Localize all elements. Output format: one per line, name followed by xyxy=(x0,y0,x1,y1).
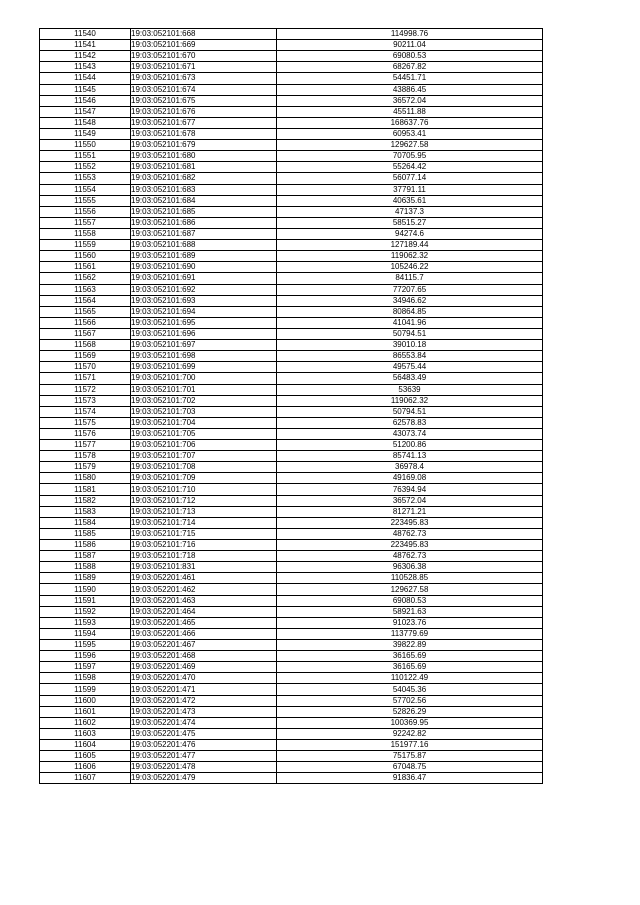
row-number-cell: 11595 xyxy=(40,640,131,651)
cadastral-number-cell: 19:03:052101:687 xyxy=(131,228,277,239)
amount-cell: 69080.53 xyxy=(277,595,543,606)
cadastral-number-cell: 19:03:052101:700 xyxy=(131,373,277,384)
table-row xyxy=(40,295,543,306)
cadastral-number-cell: 19:03:052101:681 xyxy=(131,162,277,173)
cadastral-number-cell: 19:03:052101:676 xyxy=(131,106,277,117)
cadastral-number-cell: 19:03:052101:674 xyxy=(131,84,277,95)
cadastral-number-cell: 19:03:052101:677 xyxy=(131,117,277,128)
amount-cell: 113779.69 xyxy=(277,628,543,639)
table-row xyxy=(40,173,543,184)
row-number-cell: 11599 xyxy=(40,684,131,695)
amount-cell: 90211.04 xyxy=(277,40,543,51)
amount-cell: 119062.32 xyxy=(277,395,543,406)
cadastral-number-cell: 19:03:052101:673 xyxy=(131,73,277,84)
table-row xyxy=(40,217,543,228)
cadastral-number-cell: 19:03:052101:705 xyxy=(131,428,277,439)
amount-cell: 110122.49 xyxy=(277,673,543,684)
amount-cell: 75175.87 xyxy=(277,751,543,762)
amount-cell: 36165.69 xyxy=(277,651,543,662)
table-row xyxy=(40,440,543,451)
amount-cell: 57702.56 xyxy=(277,695,543,706)
amount-cell: 86553.84 xyxy=(277,351,543,362)
row-number-cell: 11605 xyxy=(40,751,131,762)
cadastral-number-cell: 19:03:052101:698 xyxy=(131,351,277,362)
amount-cell: 67048.75 xyxy=(277,762,543,773)
cadastral-number-cell: 19:03:052101:715 xyxy=(131,528,277,539)
cadastral-number-cell: 19:03:052101:831 xyxy=(131,562,277,573)
cadastral-number-cell: 19:03:052101:682 xyxy=(131,173,277,184)
amount-cell: 51200.86 xyxy=(277,440,543,451)
amount-cell: 36572.04 xyxy=(277,95,543,106)
table-row xyxy=(40,84,543,95)
amount-cell: 168637.76 xyxy=(277,117,543,128)
cadastral-number-cell: 19:03:052201:466 xyxy=(131,628,277,639)
cadastral-number-cell: 19:03:052101:701 xyxy=(131,384,277,395)
amount-cell: 223495.83 xyxy=(277,517,543,528)
cadastral-value-table xyxy=(39,28,543,784)
amount-cell: 80864.85 xyxy=(277,306,543,317)
row-number-cell: 11546 xyxy=(40,95,131,106)
table-row xyxy=(40,528,543,539)
row-number-cell: 11567 xyxy=(40,328,131,339)
row-number-cell: 11598 xyxy=(40,673,131,684)
table-row xyxy=(40,584,543,595)
table-row xyxy=(40,428,543,439)
table-row xyxy=(40,706,543,717)
row-number-cell: 11554 xyxy=(40,184,131,195)
row-number-cell: 11590 xyxy=(40,584,131,595)
cadastral-number-cell: 19:03:052101:714 xyxy=(131,517,277,528)
table-row xyxy=(40,195,543,206)
table-row xyxy=(40,673,543,684)
table-row xyxy=(40,473,543,484)
row-number-cell: 11558 xyxy=(40,228,131,239)
amount-cell: 36978.4 xyxy=(277,462,543,473)
row-number-cell: 11601 xyxy=(40,706,131,717)
row-number-cell: 11583 xyxy=(40,506,131,517)
row-number-cell: 11580 xyxy=(40,473,131,484)
table-row xyxy=(40,606,543,617)
amount-cell: 36165.69 xyxy=(277,662,543,673)
amount-cell: 58921.63 xyxy=(277,606,543,617)
cadastral-number-cell: 19:03:052101:702 xyxy=(131,395,277,406)
amount-cell: 92242.82 xyxy=(277,728,543,739)
amount-cell: 127189.44 xyxy=(277,240,543,251)
row-number-cell: 11541 xyxy=(40,40,131,51)
row-number-cell: 11591 xyxy=(40,595,131,606)
row-number-cell: 11597 xyxy=(40,662,131,673)
amount-cell: 39822.89 xyxy=(277,640,543,651)
table-row xyxy=(40,395,543,406)
row-number-cell: 11579 xyxy=(40,462,131,473)
table-row xyxy=(40,384,543,395)
cadastral-number-cell: 19:03:052201:476 xyxy=(131,740,277,751)
table-row xyxy=(40,462,543,473)
cadastral-number-cell: 19:03:052201:468 xyxy=(131,651,277,662)
amount-cell: 81271.21 xyxy=(277,506,543,517)
table-row xyxy=(40,628,543,639)
row-number-cell: 11550 xyxy=(40,140,131,151)
table-row xyxy=(40,29,543,40)
row-number-cell: 11589 xyxy=(40,573,131,584)
cadastral-number-cell: 19:03:052201:477 xyxy=(131,751,277,762)
row-number-cell: 11560 xyxy=(40,251,131,262)
amount-cell: 48762.73 xyxy=(277,551,543,562)
table-row xyxy=(40,640,543,651)
cadastral-number-cell: 19:03:052201:467 xyxy=(131,640,277,651)
table-row xyxy=(40,451,543,462)
cadastral-number-cell: 19:03:052101:679 xyxy=(131,140,277,151)
cadastral-number-cell: 19:03:052101:668 xyxy=(131,29,277,40)
row-number-cell: 11556 xyxy=(40,206,131,217)
table-row xyxy=(40,373,543,384)
table-row xyxy=(40,695,543,706)
amount-cell: 50794.51 xyxy=(277,328,543,339)
amount-cell: 105246.22 xyxy=(277,262,543,273)
amount-cell: 52826.29 xyxy=(277,706,543,717)
table-row xyxy=(40,740,543,751)
row-number-cell: 11566 xyxy=(40,317,131,328)
row-number-cell: 11588 xyxy=(40,562,131,573)
cadastral-number-cell: 19:03:052101:699 xyxy=(131,362,277,373)
amount-cell: 53639 xyxy=(277,384,543,395)
amount-cell: 69080.53 xyxy=(277,51,543,62)
row-number-cell: 11578 xyxy=(40,451,131,462)
cadastral-number-cell: 19:03:052101:708 xyxy=(131,462,277,473)
table-row xyxy=(40,417,543,428)
table-row xyxy=(40,128,543,139)
cadastral-number-cell: 19:03:052201:461 xyxy=(131,573,277,584)
table-row xyxy=(40,106,543,117)
table-row xyxy=(40,317,543,328)
table-row xyxy=(40,651,543,662)
row-number-cell: 11568 xyxy=(40,340,131,351)
row-number-cell: 11569 xyxy=(40,351,131,362)
cadastral-number-cell: 19:03:052201:478 xyxy=(131,762,277,773)
row-number-cell: 11607 xyxy=(40,773,131,784)
row-number-cell: 11581 xyxy=(40,484,131,495)
cadastral-number-cell: 19:03:052101:671 xyxy=(131,62,277,73)
amount-cell: 58515.27 xyxy=(277,217,543,228)
table-row xyxy=(40,117,543,128)
table-row xyxy=(40,262,543,273)
cadastral-number-cell: 19:03:052201:471 xyxy=(131,684,277,695)
cadastral-number-cell: 19:03:052101:718 xyxy=(131,551,277,562)
cadastral-number-cell: 19:03:052101:710 xyxy=(131,484,277,495)
cadastral-number-cell: 19:03:052201:465 xyxy=(131,617,277,628)
row-number-cell: 11593 xyxy=(40,617,131,628)
table-row xyxy=(40,228,543,239)
amount-cell: 54045.36 xyxy=(277,684,543,695)
row-number-cell: 11600 xyxy=(40,695,131,706)
amount-cell: 91023.76 xyxy=(277,617,543,628)
table-row xyxy=(40,595,543,606)
row-number-cell: 11545 xyxy=(40,84,131,95)
row-number-cell: 11585 xyxy=(40,528,131,539)
row-number-cell: 11563 xyxy=(40,284,131,295)
table-row xyxy=(40,484,543,495)
amount-cell: 84115.7 xyxy=(277,273,543,284)
cadastral-number-cell: 19:03:052101:694 xyxy=(131,306,277,317)
cadastral-number-cell: 19:03:052201:474 xyxy=(131,717,277,728)
table-row xyxy=(40,406,543,417)
cadastral-number-cell: 19:03:052101:685 xyxy=(131,206,277,217)
table-body xyxy=(40,29,543,784)
cadastral-number-cell: 19:03:052201:472 xyxy=(131,695,277,706)
cadastral-number-cell: 19:03:052101:709 xyxy=(131,473,277,484)
table-row xyxy=(40,362,543,373)
row-number-cell: 11596 xyxy=(40,651,131,662)
table-row xyxy=(40,240,543,251)
row-number-cell: 11570 xyxy=(40,362,131,373)
amount-cell: 91836.47 xyxy=(277,773,543,784)
row-number-cell: 11555 xyxy=(40,195,131,206)
cadastral-number-cell: 19:03:052101:693 xyxy=(131,295,277,306)
row-number-cell: 11544 xyxy=(40,73,131,84)
table-row xyxy=(40,562,543,573)
table-row xyxy=(40,140,543,151)
amount-cell: 100369.95 xyxy=(277,717,543,728)
row-number-cell: 11587 xyxy=(40,551,131,562)
amount-cell: 96306.38 xyxy=(277,562,543,573)
amount-cell: 70705.95 xyxy=(277,151,543,162)
table-row xyxy=(40,540,543,551)
row-number-cell: 11542 xyxy=(40,51,131,62)
amount-cell: 43886.45 xyxy=(277,84,543,95)
table-row xyxy=(40,51,543,62)
amount-cell: 110528.85 xyxy=(277,573,543,584)
cadastral-number-cell: 19:03:052201:470 xyxy=(131,673,277,684)
table-row xyxy=(40,328,543,339)
cadastral-number-cell: 19:03:052101:696 xyxy=(131,328,277,339)
cadastral-number-cell: 19:03:052101:684 xyxy=(131,195,277,206)
row-number-cell: 11572 xyxy=(40,384,131,395)
amount-cell: 43073.74 xyxy=(277,428,543,439)
table-row xyxy=(40,662,543,673)
row-number-cell: 11557 xyxy=(40,217,131,228)
table-row xyxy=(40,717,543,728)
table-row xyxy=(40,40,543,51)
cadastral-number-cell: 19:03:052201:475 xyxy=(131,728,277,739)
table-row xyxy=(40,773,543,784)
table-row xyxy=(40,95,543,106)
table-row xyxy=(40,340,543,351)
row-number-cell: 11592 xyxy=(40,606,131,617)
row-number-cell: 11559 xyxy=(40,240,131,251)
amount-cell: 54451.71 xyxy=(277,73,543,84)
row-number-cell: 11606 xyxy=(40,762,131,773)
cadastral-number-cell: 19:03:052101:713 xyxy=(131,506,277,517)
cadastral-number-cell: 19:03:052101:689 xyxy=(131,251,277,262)
amount-cell: 129627.58 xyxy=(277,584,543,595)
cadastral-number-cell: 19:03:052101:675 xyxy=(131,95,277,106)
cadastral-number-cell: 19:03:052101:697 xyxy=(131,340,277,351)
row-number-cell: 11594 xyxy=(40,628,131,639)
table-row xyxy=(40,762,543,773)
table-row xyxy=(40,751,543,762)
row-number-cell: 11553 xyxy=(40,173,131,184)
row-number-cell: 11543 xyxy=(40,62,131,73)
amount-cell: 48762.73 xyxy=(277,528,543,539)
row-number-cell: 11562 xyxy=(40,273,131,284)
amount-cell: 94274.6 xyxy=(277,228,543,239)
table-row xyxy=(40,517,543,528)
amount-cell: 40635.61 xyxy=(277,195,543,206)
row-number-cell: 11551 xyxy=(40,151,131,162)
row-number-cell: 11573 xyxy=(40,395,131,406)
cadastral-number-cell: 19:03:052101:690 xyxy=(131,262,277,273)
table-row xyxy=(40,162,543,173)
table-row xyxy=(40,351,543,362)
amount-cell: 56077.14 xyxy=(277,173,543,184)
row-number-cell: 11604 xyxy=(40,740,131,751)
row-number-cell: 11565 xyxy=(40,306,131,317)
table-row xyxy=(40,251,543,262)
amount-cell: 119062.32 xyxy=(277,251,543,262)
table-row xyxy=(40,206,543,217)
amount-cell: 77207.65 xyxy=(277,284,543,295)
amount-cell: 223495.83 xyxy=(277,540,543,551)
amount-cell: 56483.49 xyxy=(277,373,543,384)
amount-cell: 62578.83 xyxy=(277,417,543,428)
cadastral-number-cell: 19:03:052101:686 xyxy=(131,217,277,228)
amount-cell: 60953.41 xyxy=(277,128,543,139)
row-number-cell: 11548 xyxy=(40,117,131,128)
row-number-cell: 11561 xyxy=(40,262,131,273)
cadastral-number-cell: 19:03:052201:464 xyxy=(131,606,277,617)
row-number-cell: 11582 xyxy=(40,495,131,506)
row-number-cell: 11602 xyxy=(40,717,131,728)
amount-cell: 85741.13 xyxy=(277,451,543,462)
cadastral-number-cell: 19:03:052201:462 xyxy=(131,584,277,595)
amount-cell: 55264.42 xyxy=(277,162,543,173)
amount-cell: 50794.51 xyxy=(277,406,543,417)
amount-cell: 49575.44 xyxy=(277,362,543,373)
table-row xyxy=(40,306,543,317)
table-row xyxy=(40,151,543,162)
cadastral-number-cell: 19:03:052101:707 xyxy=(131,451,277,462)
table-row xyxy=(40,62,543,73)
amount-cell: 36572.04 xyxy=(277,495,543,506)
cadastral-number-cell: 19:03:052101:703 xyxy=(131,406,277,417)
cadastral-number-cell: 19:03:052201:469 xyxy=(131,662,277,673)
cadastral-number-cell: 19:03:052101:683 xyxy=(131,184,277,195)
row-number-cell: 11603 xyxy=(40,728,131,739)
row-number-cell: 11540 xyxy=(40,29,131,40)
amount-cell: 129627.58 xyxy=(277,140,543,151)
cadastral-number-cell: 19:03:052101:695 xyxy=(131,317,277,328)
cadastral-number-cell: 19:03:052101:670 xyxy=(131,51,277,62)
amount-cell: 47137.3 xyxy=(277,206,543,217)
cadastral-number-cell: 19:03:052101:712 xyxy=(131,495,277,506)
table-row xyxy=(40,573,543,584)
row-number-cell: 11564 xyxy=(40,295,131,306)
cadastral-number-cell: 19:03:052101:691 xyxy=(131,273,277,284)
table-row xyxy=(40,184,543,195)
table-row xyxy=(40,617,543,628)
cadastral-number-cell: 19:03:052101:688 xyxy=(131,240,277,251)
cadastral-number-cell: 19:03:052101:669 xyxy=(131,40,277,51)
amount-cell: 34946.62 xyxy=(277,295,543,306)
row-number-cell: 11584 xyxy=(40,517,131,528)
row-number-cell: 11577 xyxy=(40,440,131,451)
row-number-cell: 11576 xyxy=(40,428,131,439)
row-number-cell: 11586 xyxy=(40,540,131,551)
amount-cell: 39010.18 xyxy=(277,340,543,351)
row-number-cell: 11547 xyxy=(40,106,131,117)
amount-cell: 114998.76 xyxy=(277,29,543,40)
amount-cell: 37791.11 xyxy=(277,184,543,195)
cadastral-number-cell: 19:03:052101:692 xyxy=(131,284,277,295)
amount-cell: 151977.16 xyxy=(277,740,543,751)
row-number-cell: 11575 xyxy=(40,417,131,428)
table-row xyxy=(40,495,543,506)
amount-cell: 76394.94 xyxy=(277,484,543,495)
cadastral-number-cell: 19:03:052201:473 xyxy=(131,706,277,717)
table-row xyxy=(40,728,543,739)
table-row xyxy=(40,273,543,284)
cadastral-number-cell: 19:03:052101:678 xyxy=(131,128,277,139)
cadastral-number-cell: 19:03:052101:704 xyxy=(131,417,277,428)
table-row xyxy=(40,73,543,84)
cadastral-number-cell: 19:03:052201:463 xyxy=(131,595,277,606)
row-number-cell: 11574 xyxy=(40,406,131,417)
table-row xyxy=(40,506,543,517)
row-number-cell: 11552 xyxy=(40,162,131,173)
cadastral-number-cell: 19:03:052201:479 xyxy=(131,773,277,784)
table-row xyxy=(40,284,543,295)
cadastral-number-cell: 19:03:052101:706 xyxy=(131,440,277,451)
cadastral-number-cell: 19:03:052101:680 xyxy=(131,151,277,162)
cadastral-number-cell: 19:03:052101:716 xyxy=(131,540,277,551)
amount-cell: 49169.08 xyxy=(277,473,543,484)
amount-cell: 45511.88 xyxy=(277,106,543,117)
table-row xyxy=(40,551,543,562)
row-number-cell: 11549 xyxy=(40,128,131,139)
amount-cell: 41041.96 xyxy=(277,317,543,328)
row-number-cell: 11571 xyxy=(40,373,131,384)
amount-cell: 68267.82 xyxy=(277,62,543,73)
table-row xyxy=(40,684,543,695)
